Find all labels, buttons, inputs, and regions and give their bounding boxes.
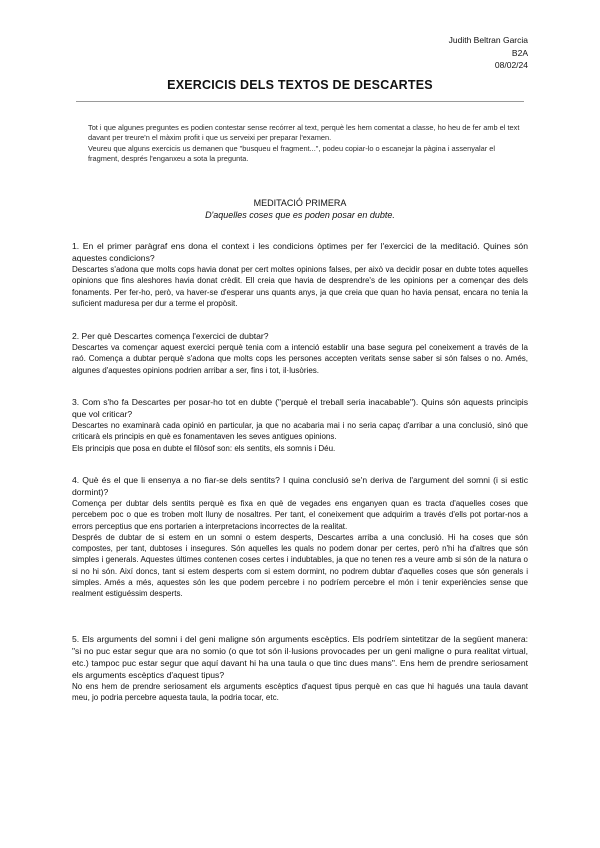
author-group: B2A	[511, 47, 528, 58]
question-section-3	[72, 396, 528, 454]
intro-line-1: Tot i que algunes preguntes es podien contestar sense recórrer al text, perquè les hem comentat a classe, ho heu de fer amb el text davant per treure'n el màxim profit i que us serveixi per preparar l'examen.	[88, 123, 520, 143]
answer-5: No ens hem de prendre seriosament els arguments escèptics d'aquest tipus perquè en cas que hi hagués una taula davant meu, jo podria percebre aquesta taula, la podria tocar, etc.	[72, 682, 528, 703]
author-info	[449, 34, 528, 72]
question-section-2	[72, 330, 528, 376]
meditation-title: MEDITACIÓ PRIMERA	[253, 198, 347, 208]
question-section-4	[72, 474, 528, 600]
question-3: 3. Com s'ho fa Descartes per posar-ho tot en dubte ("perquè el treball seria inacabable"). Quins són aquests principis que vol criticar?	[72, 397, 528, 419]
intro-instructions	[88, 123, 528, 164]
question-section-5	[72, 633, 528, 704]
answer-3-paragraph-1: Descartes no examinarà cada opinió en particular, ja que no acabaria mai i no seria capaç d'arribar a una conclusió, sinó que criticarà els principis en què es fonamentaven les seves antigues opinions.	[72, 421, 528, 442]
answer-2: Descartes va començar aquest exercici perquè tenia com a intenció establir una base segura pel coneixement a través de la raó. Comença a dubtar perquè s'adona que molts cops les persones accepten veritats sense saber si són falses o no. Amés, algunes d'aquestes opinions podrien arribar a ser, fins i tot, il·lusòries.	[72, 343, 528, 375]
title-divider	[76, 101, 524, 102]
meditation-subtitle: D'aquelles coses que es poden posar en dubte.	[205, 210, 395, 220]
answer-3-paragraph-2: Els principis que posa en dubte el filòsof son: els sentits, els somnis i Déu.	[72, 443, 336, 453]
document-date: 08/02/24	[494, 60, 528, 70]
intro-line-2: Veureu que alguns exercicis us demanen que "busqueu el fragment...", podeu copiar-lo o escanejar la pàgina i assenyalar el fragment, després l'enganxeu a sota la pregunta.	[88, 143, 496, 163]
question-5: 5. Els arguments del somni i del geni maligne són arguments escèptics. Els podríem sintetitzar de la següent manera: "si no puc estar segur que ara no somio (o que tot són il·lusions provocades per un geni maligne o pura realitat virtual, etc.) tampoc puc estar segur que aquí davant hi ha una taula o que tinc dues mans". Ens hem de prendre seriosament els arguments escèptics d'aquest tipus?	[72, 634, 528, 680]
author-name: Judith Beltran Garcia	[448, 35, 528, 45]
question-section-1	[72, 240, 528, 309]
answer-4-paragraph-1: Comença per dubtar dels sentits perquè es fixa en què de vegades ens enganyen quan es tracta d'aquelles coses que percebem poc o que es troben molt lluny de nosaltres. Per tant, el coneixement que adquirim a través d'ells pot portar-nos a errors perceptius que ens portarien a interpretacions incorrectes de la realitat.	[72, 499, 528, 531]
answer-4-paragraph-2: Després de dubtar de si estem en un somni o estem desperts, Descartes arriba a una conclusió. Hi ha coses que són compostes, per tant, dubtoses i insegures. Són aquelles les quals no podem donar per certes, però n'hi ha d'altres que són simples i generals. Aquestes últimes contenen coses certes i indubtables, ja que no tenen res a veure amb si són de la natura o si no hi són. Així doncs, tant si estem desperts com si estem dormint, no podrem dubtar d'aquelles coses que són generals i simples. Amés a més, aquestes són les que podem percebre i no podríem percebre el món i tenir experiències sense que realment estiguéssim desperts.	[72, 532, 528, 599]
document-title: EXERCICIS DELS TEXTOS DE DESCARTES	[167, 78, 433, 92]
question-1: 1. En el primer paràgraf ens dona el context i les condicions òptimes per fer l'exercici de la meditació. Quines són aquestes condicions?	[72, 241, 528, 263]
answer-1: Descartes s'adona que molts cops havia donat per cert moltes opinions falses, per això va decidir posar en dubte totes aquelles opinions que fins aleshores havia donat crèdit. Ell creia que havia de desprendre's de les opinions per a començar des dels fonaments. Per fer-ho, però, va haver-se d'esperar uns quants anys, ja que creia que quan ho havia pensat, encara no tenia la suficient maduresa per dur a terme el propòsit.	[72, 265, 528, 308]
question-2: 2. Per què Descartes comença l'exercici de dubtar?	[72, 331, 269, 341]
question-4: 4. Què és el que li ensenya a no fiar-se dels sentits? I quina conclusió se'n deriva de l'argument del somni (i si estic dormint)?	[72, 475, 528, 497]
